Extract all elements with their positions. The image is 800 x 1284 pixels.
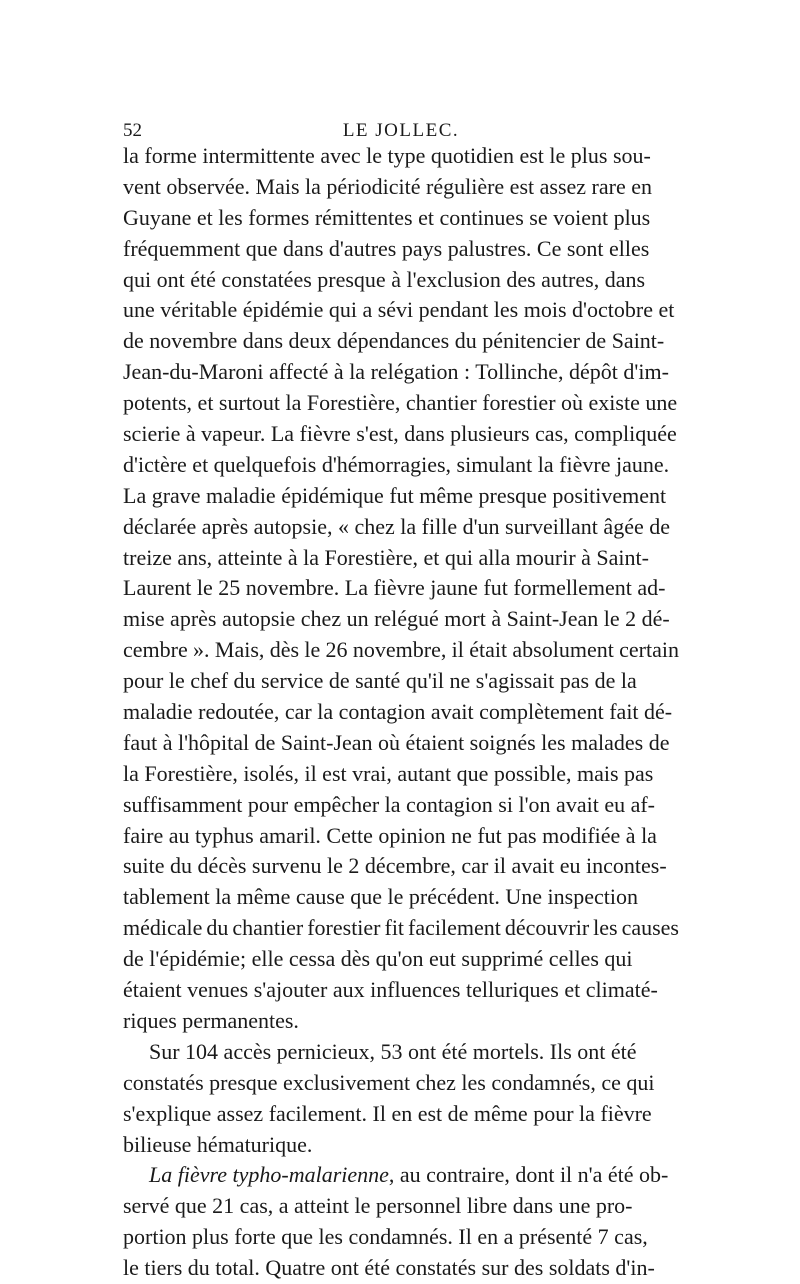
text-line: tablement la même cause que le précédent. Une inspection — [123, 884, 638, 910]
text-line: médicale du chantier forestier fit facilement découvrir les causes — [123, 915, 679, 941]
text-line: étaient venues s'ajouter aux influences telluriques et climaté- — [123, 977, 658, 1003]
text-line: une véritable épidémie qui a sévi pendant les mois d'octobre et — [123, 297, 675, 323]
text-line: scierie à vapeur. La fièvre s'est, dans plusieurs cas, compliquée — [123, 421, 677, 447]
running-head: LE JOLLEC. — [342, 120, 460, 141]
paragraph-end-line: bilieuse hématurique. — [123, 1131, 313, 1157]
paragraph-start-line — [123, 1160, 679, 1191]
text-line: fréquemment que dans d'autres pays palustres. Ce sont elles — [123, 235, 650, 261]
text-line: Laurent le 25 novembre. La fièvre jaune fut formellement ad- — [123, 575, 666, 601]
text-line: maladie redoutée, car la contagion avait complètement fait dé- — [123, 699, 673, 725]
line-rest: , au contraire, dont il n'a été ob- — [388, 1162, 669, 1188]
text-line: d'ictère et quelquefois d'hémorragies, simulant la fièvre jaune. — [123, 451, 670, 477]
text-line: vent observée. Mais la périodicité régulière est assez rare en — [123, 173, 652, 199]
text-line: cembre ». Mais, dès le 26 novembre, il était absolument certain — [123, 637, 679, 663]
text-line: de l'épidémie; elle cessa dès qu'on eut supprimé celles qui — [123, 946, 633, 972]
text-line: portion plus forte que les condamnés. Il en a présenté 7 cas, — [123, 1224, 648, 1250]
text-line: suite du décès survenu le 2 décembre, car il avait eu incontes- — [123, 853, 667, 879]
text-line: le tiers du total. Quatre ont été constatés sur des soldats d'in- — [123, 1255, 655, 1281]
body-text — [123, 141, 679, 1284]
text-line: déclarée après autopsie, « chez la fille d'un surveillant âgée de — [123, 513, 670, 539]
text-line: de novembre dans deux dépendances du pénitencier de Saint- — [123, 328, 665, 354]
text-line: Jean-du-Maroni affecté à la relégation : Tollinche, dépôt d'im- — [123, 359, 669, 385]
text-line: treize ans, atteinte à la Forestière, et qui alla mourir à Saint- — [123, 544, 649, 570]
text-line: suffisamment pour empêcher la contagion si l'on avait eu af- — [123, 791, 655, 817]
text-line: faut à l'hôpital de Saint-Jean où étaient soignés les malades de — [123, 729, 670, 755]
italic-lead — [149, 1162, 389, 1187]
text-line: la forme intermittente avec le type quotidien est le plus sou- — [123, 143, 651, 168]
italic-lead-article: La — [149, 1162, 178, 1188]
text-line: qui ont été constatées presque à l'exclusion des autres, dans — [123, 266, 646, 292]
text-line: la Forestière, isolés, il est vrai, autant que possible, mais pas — [123, 760, 654, 786]
text-line: faire au typhus amaril. Cette opinion ne fut pas modifiée à la — [123, 822, 657, 848]
italic-lead-term: fièvre typho-malarienne — [177, 1162, 389, 1188]
text-line: potents, et surtout la Forestière, chantier forestier où existe une — [123, 390, 678, 416]
text-line: s'explique assez facilement. Il en est de même pour la fièvre — [123, 1100, 652, 1126]
paragraph-end-line: riques permanentes. — [123, 1007, 299, 1033]
paragraph-start-line: Sur 104 accès pernicieux, 53 ont été mortels. Ils ont été — [149, 1038, 637, 1064]
text-line: La grave maladie épidémique fut même presque positivement — [123, 482, 667, 508]
page-number: 52 — [123, 120, 142, 141]
text-line: servé que 21 cas, a atteint le personnel libre dans une pro- — [123, 1193, 633, 1219]
text-line: Guyane et les formes rémittentes et continues se voient plus — [123, 204, 651, 230]
text-line: pour le chef du service de santé qu'il ne s'agissait pas de la — [123, 668, 637, 694]
text-line: mise après autopsie chez un relégué mort à Saint-Jean le 2 dé- — [123, 606, 670, 632]
text-line: constatés presque exclusivement chez les condamnés, ce qui — [123, 1069, 655, 1095]
